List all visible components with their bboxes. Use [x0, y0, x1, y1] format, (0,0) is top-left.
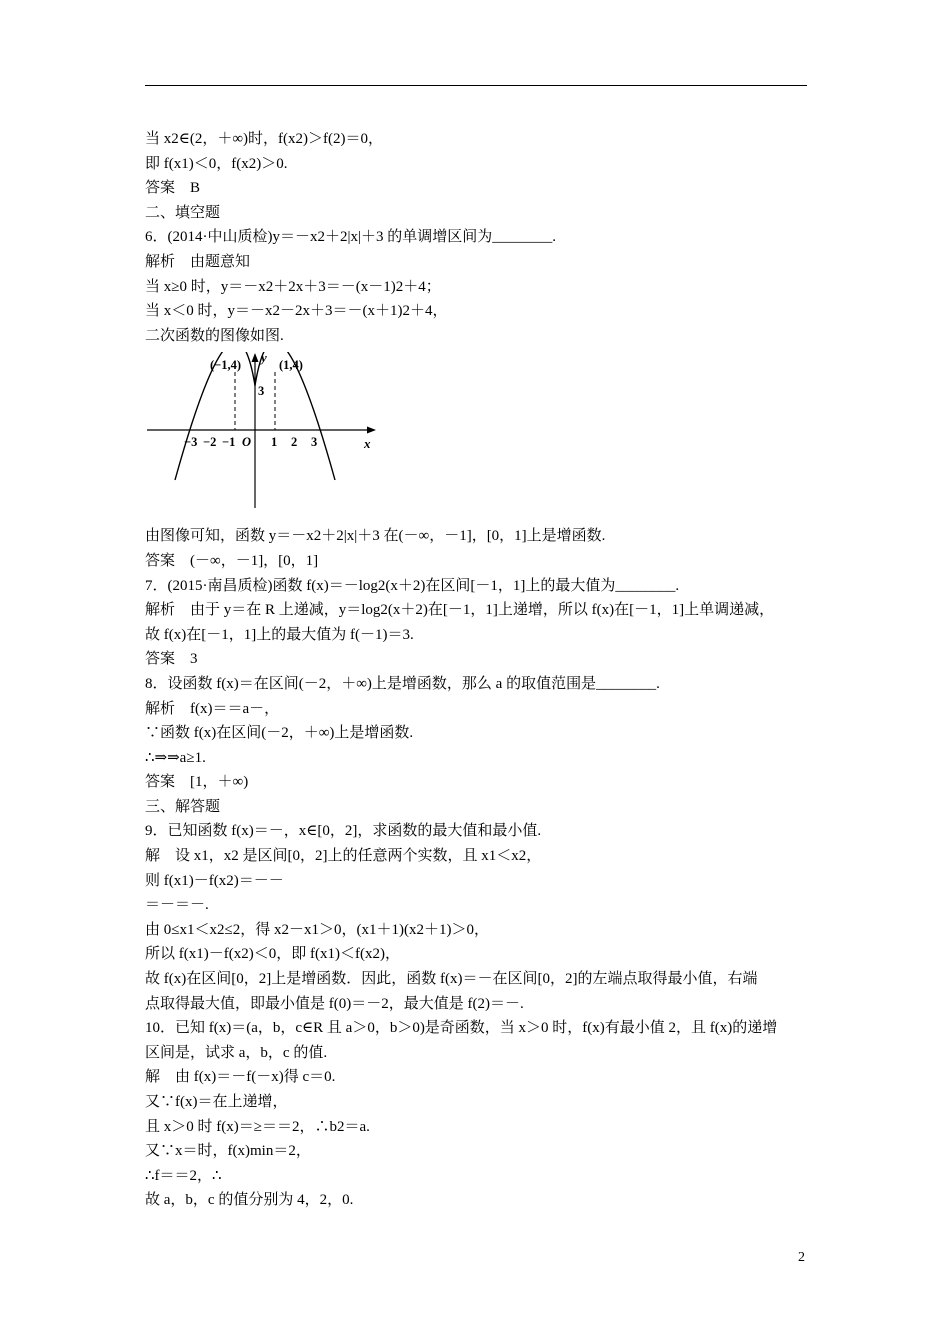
tick-label: 2 [291, 435, 298, 450]
tick-label: −1 [222, 435, 236, 450]
text-line: 解析 f(x)＝＝a－， [145, 700, 280, 717]
text-line: ∴⇒⇒a≥1. [145, 749, 206, 766]
left-peak-label: (−1,4) [210, 358, 242, 373]
text-line: 区间是，试求 a，b，c 的值. [145, 1044, 328, 1061]
parabola-figure [145, 348, 815, 524]
question-7: 7．(2015·南昌质检)函数 f(x)＝－log2(x＋2)在区间[－1，1]上的最大值为________. [145, 577, 680, 594]
text-line: 解析 由于 y＝在 R 上递减，y＝log2(x＋2)在[－1，1]上递增，所以 f(x)在[－1，1]上单调递减， [145, 602, 775, 619]
tick-label: −2 [203, 435, 217, 450]
answer-line: 答案 B [145, 180, 201, 197]
text-line: ∵函数 f(x)在区间(－2，＋∞)上是增函数. [145, 725, 414, 742]
question-9: 9．已知函数 f(x)＝－，x∈[0，2]，求函数的最大值和最小值. [145, 823, 542, 840]
text-line: 则 f(x1)－f(x2)＝－－ [145, 872, 284, 889]
answer-line: 答案 (－∞，－1]，[0，1] [145, 552, 319, 569]
page-body [145, 127, 815, 1213]
header-rule [145, 85, 807, 86]
text-line: ＝－＝－. [145, 897, 209, 914]
text-line: 由 0≤x1＜x2≤2，得 x2－x1＞0，(x1＋1)(x2＋1)＞0， [145, 921, 489, 938]
text-line: 且 x＞0 时 f(x)＝≥＝＝2，∴b2＝a. [145, 1118, 370, 1135]
text-line: 解 由 f(x)＝－f(－x)得 c＝0. [145, 1069, 336, 1086]
parabola-graph [145, 352, 385, 512]
origin-label: O [242, 435, 252, 450]
text-line: 又∵x＝时，f(x)min＝2， [145, 1143, 311, 1160]
x-axis-arrow [367, 427, 376, 434]
text-line: ∴f＝＝2，∴ [145, 1167, 222, 1184]
text-line: 所以 f(x1)－f(x2)＜0，即 f(x1)＜f(x2)， [145, 946, 400, 963]
text-line: 又∵f(x)＝在上递增， [145, 1094, 288, 1110]
section-heading: 三、解答题 [145, 798, 221, 815]
tick-label: −3 [184, 435, 198, 450]
x-axis-label: x [364, 436, 371, 452]
text-line: 点取得最大值，即最小值是 f(0)＝－2，最大值是 f(2)＝－. [145, 995, 524, 1012]
y-axis-arrow [252, 353, 259, 362]
section-heading: 二、填空题 [145, 204, 221, 221]
text-line: 当 x＜0 时，y＝－x2－2x＋3＝－(x＋1)2＋4， [145, 303, 448, 320]
text-line: 当 x≥0 时，y＝－x2＋2x＋3＝－(x－1)2＋4； [145, 278, 441, 295]
text-line: 解析 由题意知 [145, 253, 251, 270]
page-number: 2 [798, 1250, 805, 1265]
question-8: 8．设函数 f(x)＝在区间(－2，＋∞)上是增函数，那么 a 的取值范围是________. [145, 675, 660, 692]
text-line: 解 设 x1，x2 是区间[0，2]上的任意两个实数，且 x1＜x2， [145, 848, 542, 865]
tick-label: 3 [311, 435, 318, 450]
tick-label: 1 [271, 435, 278, 450]
text-line: 故 a，b，c 的值分别为 4，2，0. [145, 1192, 354, 1209]
right-peak-label: (1,4) [279, 358, 303, 373]
question-6: 6．(2014·中山质检)y＝－x2＋2|x|＋3 的单调增区间为________. [145, 229, 556, 246]
text-line: 由图像可知，函数 y＝－x2＋2|x|＋3 在(－∞，－1]，[0，1]上是增函数. [145, 528, 606, 545]
y-axis-label: y [261, 352, 267, 366]
answer-line: 答案 [1，＋∞) [145, 774, 249, 791]
text-line: 二次函数的图像如图. [145, 327, 284, 344]
text-line: 故 f(x)在区间[0，2]上是增函数．因此，函数 f(x)＝－在区间[0，2]的左端点取得最小值，右端 [145, 971, 758, 988]
y-intercept-label: 3 [258, 384, 265, 399]
text-line: 即 f(x1)＜0，f(x2)＞0. [145, 155, 288, 172]
answer-line: 答案 3 [145, 651, 198, 668]
text-line: 当 x2∈(2，＋∞)时，f(x2)＞f(2)＝0， [145, 131, 384, 147]
question-10: 10．已知 f(x)＝(a，b，c∈R 且 a＞0，b＞0)是奇函数，当 x＞0 时，f(x)有最小值 2，且 f(x)的递增 [145, 1020, 778, 1037]
text-line: 故 f(x)在[－1，1]上的最大值为 f(－1)＝3. [145, 626, 414, 643]
